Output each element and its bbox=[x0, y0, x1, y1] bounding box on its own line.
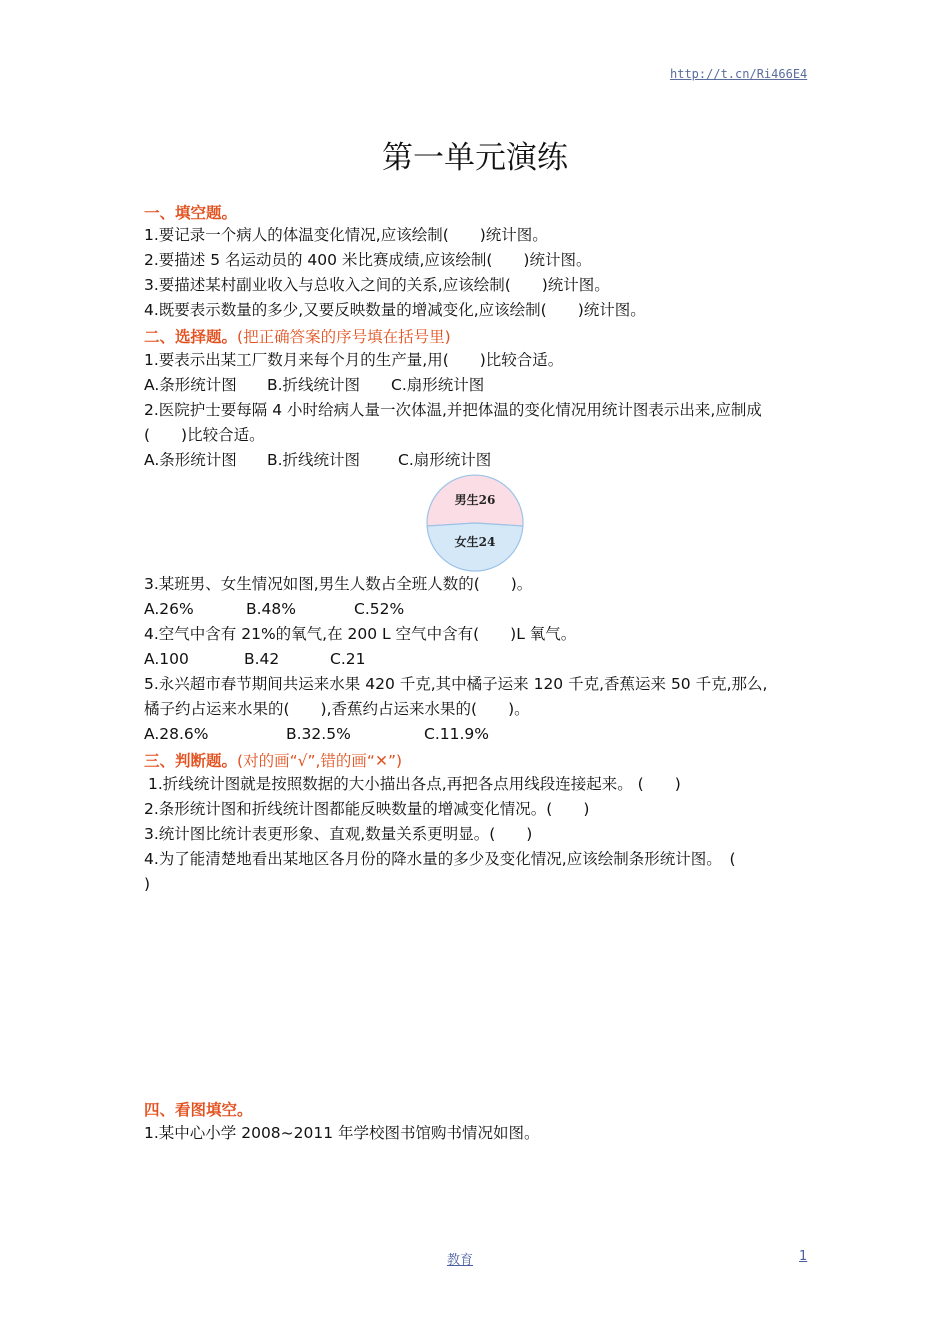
s3-question-4-line1: 4.为了能清楚地看出某地区各月份的降水量的多少及变化情况,应该绘制条形统计图。 ( bbox=[144, 850, 736, 868]
option-b: B.折线统计图 bbox=[267, 376, 361, 394]
s3-question-2: 2.条形统计图和折线统计图都能反映数量的增减变化情况。( ) bbox=[144, 800, 590, 818]
option-a: A.28.6% bbox=[144, 725, 209, 743]
s1-question-4: 4.既要表示数量的多少,又要反映数量的增减变化,应该绘制( )统计图。 bbox=[144, 301, 646, 319]
option-b: B.42 bbox=[244, 650, 280, 668]
s3-question-1: 1.折线统计图就是按照数据的大小描出各点,再把各点用线段连接起来。 ( ) bbox=[148, 775, 681, 793]
header-link[interactable]: http://t.cn/Ri466E4 bbox=[670, 67, 808, 81]
s1-question-3: 3.要描述某村副业收入与总收入之间的关系,应该绘制( )统计图。 bbox=[144, 276, 610, 294]
option-b: B.折线统计图 bbox=[267, 451, 361, 469]
s2-question-4: 4.空气中含有 21%的氧气,在 200 L 空气中含有( )L 氧气。 bbox=[144, 625, 577, 643]
s3-question-4-line2: ) bbox=[144, 875, 151, 893]
s1-question-2: 2.要描述 5 名运动员的 400 米比赛成绩,应该绘制( )统计图。 bbox=[144, 251, 592, 269]
s2-q4-options bbox=[144, 647, 365, 672]
option-a: A.100 bbox=[144, 650, 189, 668]
s2-question-2-line1: 2.医院护士要每隔 4 小时给病人量一次体温,并把体温的变化情况用统计图表示出来,应制成 bbox=[144, 401, 762, 419]
section4-heading: 四、看图填空。 bbox=[144, 1101, 253, 1119]
s2-question-1: 1.要表示出某工厂数月来每个月的生产量,用( )比较合适。 bbox=[144, 351, 564, 369]
option-a: A.条形统计图 bbox=[144, 376, 237, 394]
section3-note: (对的画“√”,错的画“✕”) bbox=[237, 752, 403, 770]
option-c: C.扇形统计图 bbox=[398, 451, 492, 469]
gender-pie-chart bbox=[420, 471, 530, 575]
section3-heading bbox=[144, 749, 402, 771]
option-c: C.21 bbox=[330, 650, 366, 668]
page-title: 第一单元演练 bbox=[382, 140, 568, 176]
option-c: C.扇形统计图 bbox=[391, 376, 485, 394]
s2-question-2-line2: ( )比较合适。 bbox=[144, 426, 265, 444]
pie-label-girls: 女生24 bbox=[454, 535, 496, 549]
option-a: A.条形统计图 bbox=[144, 451, 237, 469]
option-b: B.32.5% bbox=[286, 725, 351, 743]
s2-question-5-line2: 橘子约占运来水果的( ),香蕉约占运来水果的( )。 bbox=[144, 700, 530, 718]
option-b: B.48% bbox=[246, 600, 297, 618]
s2-question-3: 3.某班男、女生情况如图,男生人数占全班人数的( )。 bbox=[144, 575, 533, 593]
s2-q1-options bbox=[144, 373, 484, 398]
s3-question-3: 3.统计图比统计表更形象、直观,数量关系更明显。( ) bbox=[144, 825, 533, 843]
option-c: C.11.9% bbox=[424, 725, 489, 743]
s2-q3-options bbox=[144, 597, 404, 622]
page-number: 1 bbox=[799, 1249, 808, 1264]
footer-center-text[interactable]: 教育 bbox=[447, 1253, 474, 1268]
s1-question-1: 1.要记录一个病人的体温变化情况,应该绘制( )统计图。 bbox=[144, 226, 548, 244]
option-a: A.26% bbox=[144, 600, 194, 618]
section2-heading-text: 二、选择题。 bbox=[144, 328, 238, 346]
s2-q5-options bbox=[144, 722, 489, 747]
s2-q2-options bbox=[144, 448, 491, 473]
pie-label-boys: 男生26 bbox=[454, 493, 496, 507]
s4-question-1: 1.某中心小学 2008~2011 年学校图书馆购书情况如图。 bbox=[144, 1124, 540, 1142]
section3-heading-text: 三、判断题。 bbox=[144, 752, 238, 770]
option-c: C.52% bbox=[354, 600, 405, 618]
section2-note: (把正确答案的序号填在括号里) bbox=[237, 328, 451, 346]
section2-heading bbox=[144, 325, 451, 347]
s2-question-5-line1: 5.永兴超市春节期间共运来水果 420 千克,其中橘子运来 120 千克,香蕉运来 50 千克,那么, bbox=[144, 675, 768, 693]
section1-heading: 一、填空题。 bbox=[144, 204, 238, 222]
